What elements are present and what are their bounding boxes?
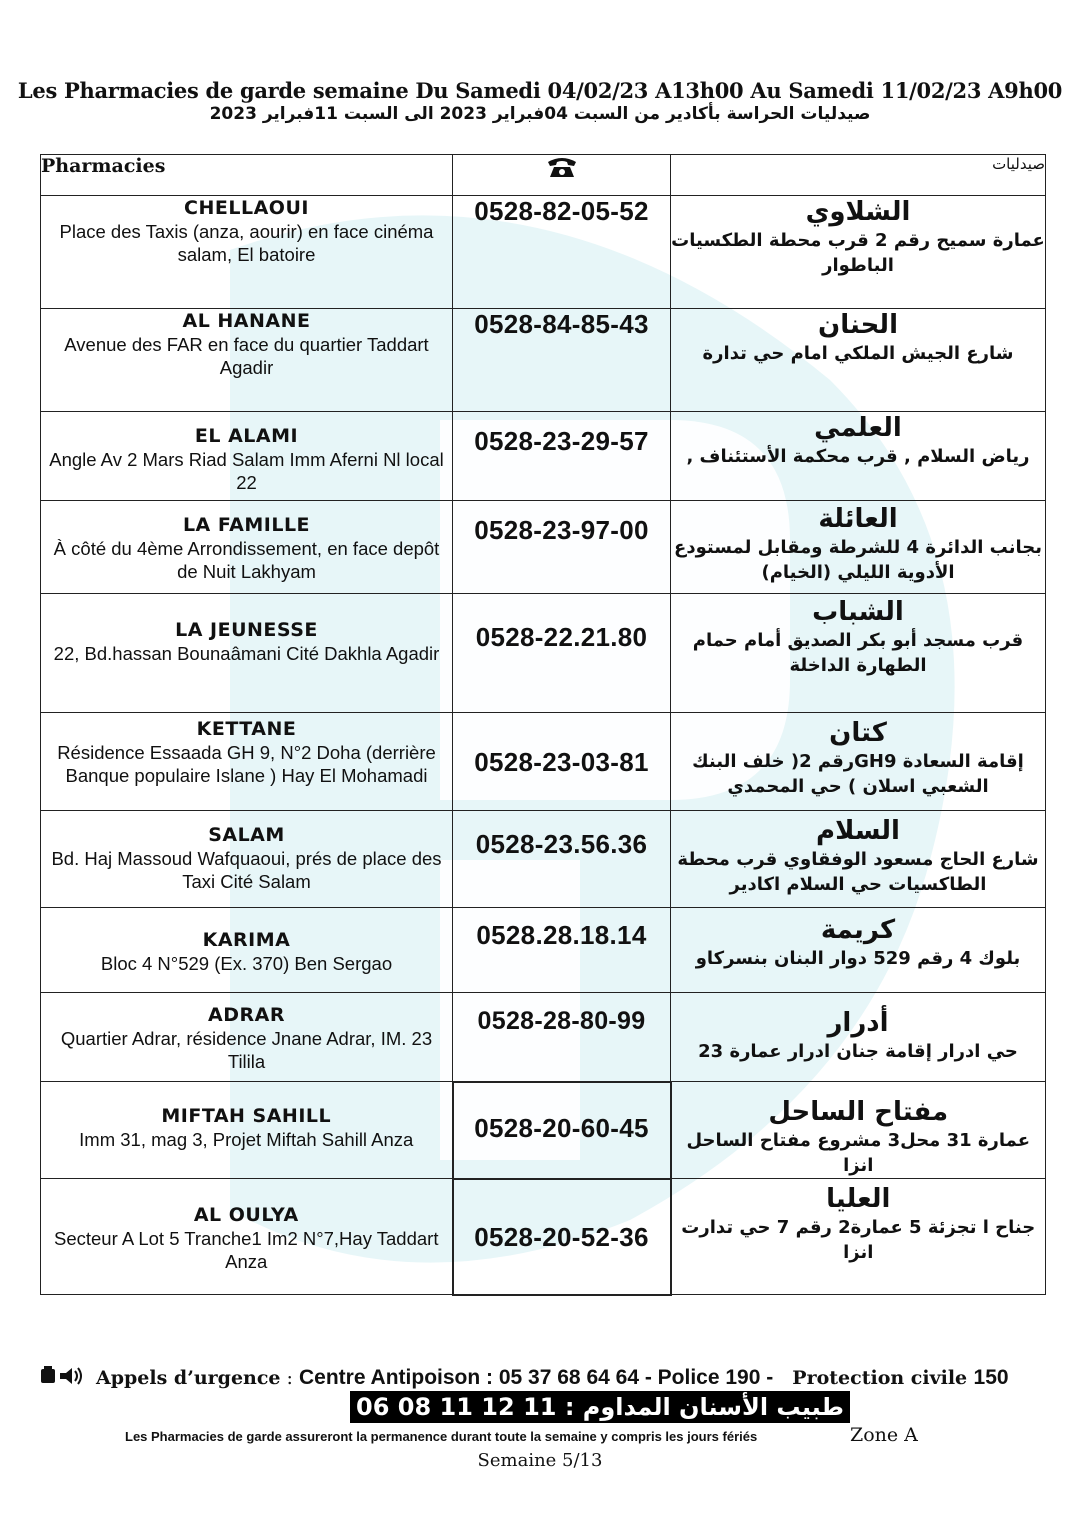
pharmacy-ar-cell <box>671 908 1046 993</box>
pharmacy-fr-cell <box>41 594 453 713</box>
pharmacy-name-arabic: الشباب <box>812 597 904 627</box>
pharmacy-address: À côté du 4ème Arrondissement, en face depôt de Nuit Lakhyam <box>53 538 440 582</box>
pharmacy-ar-cell <box>671 412 1046 501</box>
pharmacy-name-arabic: الحنان <box>818 310 898 340</box>
pharmacy-fr-cell <box>41 196 453 309</box>
pharmacy-fr-cell <box>41 501 453 594</box>
pharmacy-phone: 0528-22.21.80 <box>453 594 671 713</box>
phone-speaker-icon <box>40 1365 84 1392</box>
pharmacy-phone: 0528-20-52-36 <box>453 1179 671 1295</box>
pharmacy-address-arabic: بجانب الدائرة 4 للشرطة ومقابل لمستودع الأدوية الليلي (الخيام) <box>674 537 1042 583</box>
pharmacy-name-arabic: العلمي <box>814 413 902 443</box>
pharmacy-address-arabic: قرب مسجد أبو بكر الصديق أمام حمام الطهارة الداخلة <box>692 630 1024 676</box>
pharmacy-address-arabic: حي ادرار إقامة جنان ادرار عمارة 23 <box>698 1041 1018 1062</box>
pharmacy-name: AL HANANE <box>182 310 311 332</box>
pharmacy-name-arabic: أدرار <box>827 1008 889 1038</box>
pharmacy-fr-cell <box>41 908 453 993</box>
table-row <box>41 196 1046 309</box>
table-row <box>41 501 1046 594</box>
pharmacy-name-arabic: كريمة <box>820 915 896 945</box>
pharmacy-name: EL ALAMI <box>194 425 299 447</box>
pharmacy-fr-cell <box>41 412 453 501</box>
table-row <box>41 594 1046 713</box>
pharmacy-name: ADRAR <box>208 1004 285 1026</box>
pharmacy-phone: 0528-23-29-57 <box>453 412 671 501</box>
table-row <box>41 908 1046 993</box>
pharmacy-fr-cell <box>41 1179 453 1295</box>
table-row <box>41 1082 1046 1179</box>
pharmacy-phone: 0528-82-05-52 <box>453 196 671 309</box>
pharmacy-address: Avenue des FAR en face du quartier Taddart Agadir <box>64 334 429 378</box>
pharmacy-address-arabic: رياض السلام , قرب محكمة الأستئناف , <box>686 446 1030 467</box>
antipoison-text: Centre Antipoison : 05 37 68 64 64 - Police 190 - <box>298 1366 774 1389</box>
pharmacy-ar-cell <box>671 713 1046 811</box>
pharmacy-name-arabic: العائلة <box>818 504 898 534</box>
pharmacy-address: Imm 31, mag 3, Projet Miftah Sahill Anza <box>79 1129 414 1150</box>
table-row <box>41 1179 1046 1295</box>
pharmacy-ar-cell <box>671 1082 1046 1179</box>
pharmacy-ar-cell <box>671 594 1046 713</box>
pharmacy-name-arabic: العليا <box>826 1184 891 1214</box>
table-row <box>41 811 1046 908</box>
dentist-banner: طبيب الأسنان المداوم : 11 12 11 08 06 <box>350 1391 850 1423</box>
column-header-pharmacies: Pharmacies <box>41 155 453 196</box>
pharmacy-phone: 0528-20-60-45 <box>453 1082 671 1179</box>
pharmacy-address-arabic: بلوك 4 رقم 529 دوار البنان بنسركاو <box>695 948 1021 969</box>
pharmacy-phone: 0528-23-03-81 <box>453 713 671 811</box>
pharmacy-ar-cell <box>671 993 1046 1082</box>
table-row <box>41 412 1046 501</box>
pharmacy-fr-cell <box>41 713 453 811</box>
zone-label: Zone A <box>850 1424 918 1446</box>
pharmacy-ar-cell <box>671 501 1046 594</box>
pharmacy-address-arabic: شارع الجيش الملكي امام حي تدارة <box>702 343 1014 364</box>
title-french: Les Pharmacies de garde semaine Du Samedi 04/02/23 A13h00 Au Samedi 11/02/23 A9h00 <box>17 78 1063 103</box>
permanence-note: Les Pharmacies de garde assureront la permanence durant toute la semaine y compris les jours fériés <box>125 1429 758 1444</box>
pharmacy-address-arabic: عمارة 31 محل3 مشروع مفتاح الساحل انزا <box>686 1130 1031 1176</box>
pharmacy-address: Angle Av 2 Mars Riad Salam Imm Aferni Nl local 22 <box>49 449 444 493</box>
pharmacy-address-arabic: جناح ا تجزئة 5 عمارة2 رقم 7 حي تدارت انزا <box>681 1217 1036 1263</box>
title-arabic: صيدليات الحراسة بأكادير من السبت 04فبراير 2023 الى السبت 11فبراير 2023 <box>209 104 871 124</box>
pharmacy-name: MIFTAH SAHILL <box>161 1105 332 1127</box>
pharmacy-address: Quartier Adrar, résidence Jnane Adrar, IM. 23 Tilila <box>60 1028 433 1072</box>
column-header-arabic: صيدليات <box>671 155 1046 196</box>
pharmacy-fr-cell <box>41 309 453 412</box>
pharmacy-ar-cell <box>671 196 1046 309</box>
appels-label: Appels d’urgence <box>96 1367 281 1389</box>
pharmacy-phone: 0528.28.18.14 <box>453 908 671 993</box>
pharmacy-name-arabic: السلام <box>816 816 900 846</box>
emergency-line <box>40 1365 1040 1392</box>
pharmacy-fr-cell <box>41 811 453 908</box>
pharmacy-ar-cell <box>671 309 1046 412</box>
pharmacy-phone: 0528-28-80-99 <box>453 993 671 1082</box>
pharmacy-address-arabic: عمارة سميح رقم 2 قرب محطة الطكسيات الباطوار <box>671 230 1045 276</box>
protection-label: Protection civile <box>792 1367 968 1389</box>
pharmacy-fr-cell <box>41 993 453 1082</box>
pharmacy-fr-cell <box>41 1082 453 1179</box>
table-row <box>41 713 1046 811</box>
pharmacy-name: KARIMA <box>202 929 291 951</box>
pharmacy-phone: 0528-23.56.36 <box>453 811 671 908</box>
pharmacies-table <box>40 154 1046 1296</box>
pharmacy-name: CHELLAOUI <box>184 197 309 219</box>
pharmacy-name: AL OULYA <box>193 1204 299 1226</box>
telephone-icon <box>453 155 671 196</box>
pharmacy-address: Secteur A Lot 5 Tranche1 Im2 N°7,Hay Taddart Anza <box>54 1228 439 1272</box>
table-row <box>41 309 1046 412</box>
pharmacy-phone: 0528-23-97-00 <box>453 501 671 594</box>
pharmacy-name-arabic: الشلاوي <box>805 197 911 227</box>
pharmacy-address: Bloc 4 N°529 (Ex. 370) Ben Sergao <box>100 953 393 974</box>
pharmacy-name: LA JEUNESSE <box>175 619 318 641</box>
pharmacy-name: KETTANE <box>196 718 297 740</box>
pharmacy-name-arabic: مفتاح الساحل <box>768 1097 949 1127</box>
table-header-row <box>41 155 1046 196</box>
pharmacy-phone: 0528-84-85-43 <box>453 309 671 412</box>
pharmacy-address-arabic: شارع الحاج مسعود الوفقاوي قرب محطة الطاكسيات حي السلام اكادير <box>677 849 1039 895</box>
pharmacy-ar-cell <box>671 1179 1046 1295</box>
pharmacy-address: Bd. Haj Massoud Wafquaoui, prés de place des Taxi Cité Salam <box>51 848 442 892</box>
pharmacy-address-arabic: إقامة السعادة GH9رقم 2( خلف البنك الشعبي اسلان ) حي المحمدي <box>692 751 1024 797</box>
pharmacy-name: LA FAMILLE <box>182 514 311 536</box>
protection-number: 150 <box>973 1366 1009 1389</box>
appels-colon: : <box>280 1367 299 1389</box>
pharmacy-address: Résidence Essaada GH 9, N°2 Doha (derrière Banque populaire Islane ) Hay El Mohamadi <box>57 742 436 786</box>
pharmacy-name: SALAM <box>208 824 285 846</box>
pharmacy-address: Place des Taxis (anza, aourir) en face cinéma salam, El batoire <box>59 221 434 265</box>
pharmacy-name-arabic: كتان <box>829 718 887 748</box>
table-row <box>41 993 1046 1082</box>
week-counter: Semaine 5/13 <box>477 1450 603 1471</box>
pharmacy-address: 22, Bd.hassan Bounaâmani Cité Dakhla Agadir <box>53 643 440 664</box>
pharmacy-ar-cell <box>671 811 1046 908</box>
